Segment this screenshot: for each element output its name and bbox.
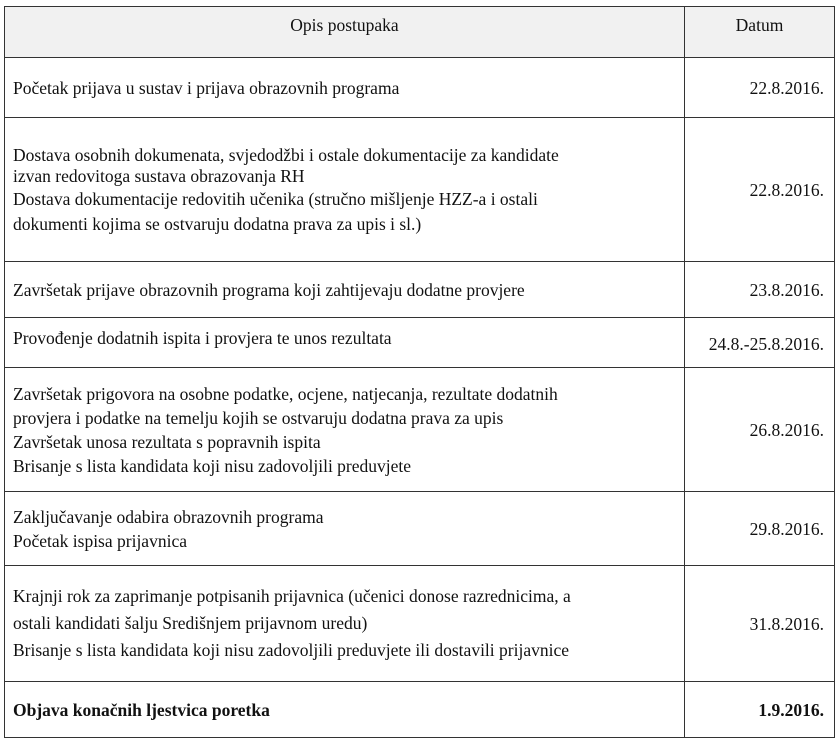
- schedule-table: [4, 6, 835, 738]
- description-line: ostali kandidati šalju Središnjem prijavnom uredu): [13, 613, 368, 633]
- table-row: [5, 566, 835, 682]
- description-line: dokumenti kojima se ostvaruju dodatna prava za upis i sl.): [13, 213, 422, 234]
- table-row: [5, 118, 835, 262]
- row-description: [5, 566, 685, 682]
- description-line: Dostava dokumentacije redovitih učenika (stručno mišljenje HZZ-a i ostali: [13, 188, 538, 209]
- header-date: Datum: [685, 7, 835, 58]
- row-description: [5, 318, 685, 368]
- row-description: [5, 492, 685, 566]
- header-row: [5, 7, 835, 58]
- description-line: Brisanje s lista kandidata koji nisu zadovoljili preduvjete ili dostavili prijavnice: [13, 640, 569, 660]
- row-description: [5, 58, 685, 118]
- row-date: 22.8.2016.: [685, 118, 835, 262]
- description-line: Dostava osobnih dokumenata, svjedodžbi i ostale dokumentacije za kandidate: [13, 144, 559, 165]
- description-line: Završetak prigovora na osobne podatke, ocjene, natjecanja, rezultate dodatnih: [13, 383, 558, 404]
- description-line: izvan redovitoga sustava obrazovanja RH: [13, 165, 305, 186]
- row-date: 1.9.2016.: [685, 682, 835, 738]
- description-line: Završetak prijave obrazovnih programa koji zahtijevaju dodatne provjere: [13, 279, 525, 300]
- table-row: [5, 262, 835, 318]
- row-date: 22.8.2016.: [685, 58, 835, 118]
- description-line: Početak ispisa prijavnica: [13, 530, 187, 551]
- description-line: Objava konačnih ljestvica poretka: [13, 699, 270, 720]
- row-description: [5, 682, 685, 738]
- description-line: Krajnji rok za zaprimanje potpisanih prijavnica (učenici donose razrednicima, a: [13, 586, 571, 606]
- row-date: 26.8.2016.: [685, 368, 835, 492]
- row-date: 31.8.2016.: [685, 566, 835, 682]
- description-line: Zaključavanje odabira obrazovnih programa: [13, 506, 324, 527]
- row-description: [5, 118, 685, 262]
- row-description: [5, 368, 685, 492]
- row-date: 24.8.-25.8.2016.: [685, 318, 835, 368]
- description-line: Završetak unosa rezultata s popravnih ispita: [13, 431, 321, 452]
- row-description: [5, 262, 685, 318]
- description-line: Provođenje dodatnih ispita i provjera te unos rezultata: [13, 328, 392, 348]
- header-description: Opis postupaka: [5, 7, 685, 58]
- table-row: [5, 682, 835, 738]
- row-date: 29.8.2016.: [685, 492, 835, 566]
- table-row: [5, 368, 835, 492]
- table-row: [5, 318, 835, 368]
- row-date: 23.8.2016.: [685, 262, 835, 318]
- description-line: Brisanje s lista kandidata koji nisu zadovoljili preduvjete: [13, 455, 412, 476]
- description-line: Početak prijava u sustav i prijava obrazovnih programa: [13, 77, 400, 98]
- description-line: provjera i podatke na temelju kojih se ostvaruju dodatna prava za upis: [13, 407, 504, 428]
- table-row: [5, 58, 835, 118]
- table-row: [5, 492, 835, 566]
